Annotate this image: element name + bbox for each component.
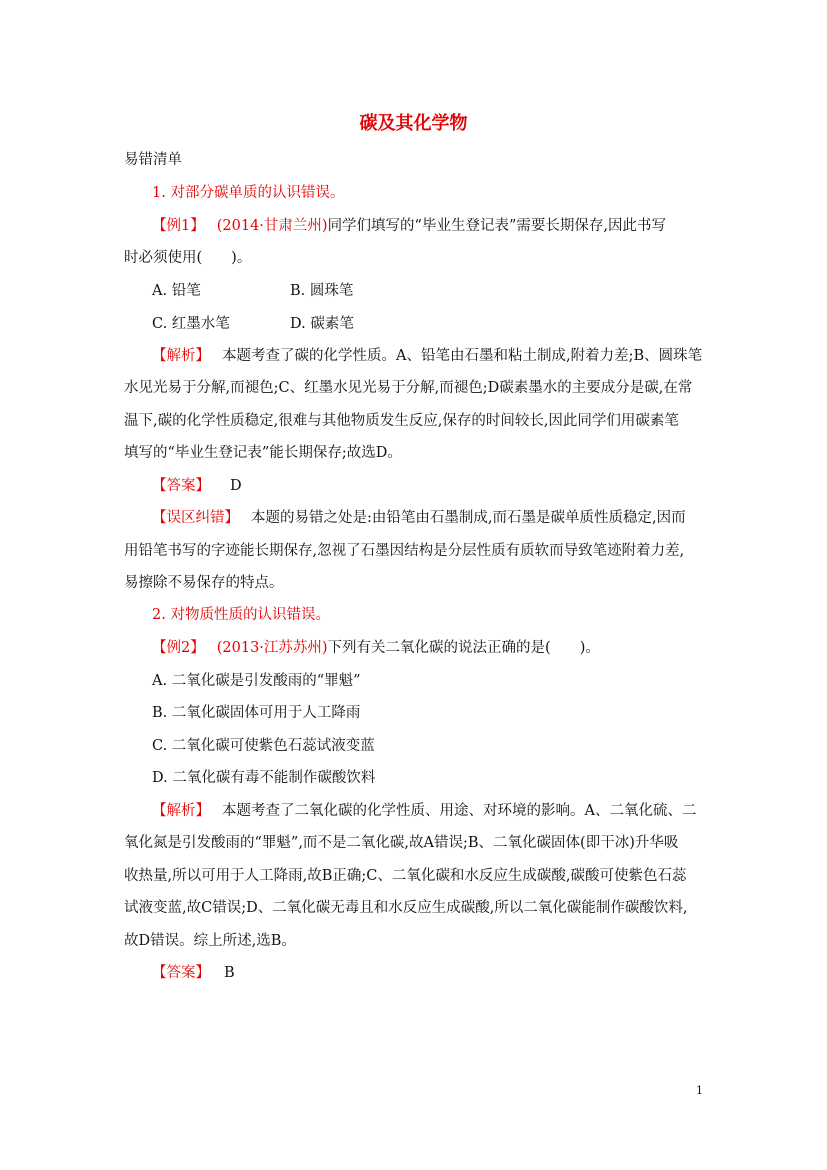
example-2-source: (2013·江苏苏州): [216, 640, 328, 656]
section-heading: 易错清单: [124, 152, 182, 168]
example-2-analysis-line-4: 试液变蓝,故C错误;D、二氧化碳无毒且和水反应生成碳酸,所以二氧化碳能制作碳酸饮料,: [124, 900, 688, 916]
example-2-analysis-line-5: 故D错误。综上所述,选B。: [124, 933, 296, 949]
example-2-option-a: A. 二氧化碳是引发酸雨的“罪魁”: [152, 673, 361, 689]
example-1-analysis-text-1: 本题考查了碳的化学性质。A、铅笔由石墨和粘土制成,附着力差;B、圆珠笔: [222, 348, 703, 364]
example-2-option-d: D. 二氧化碳有毒不能制作碳酸饮料: [152, 770, 376, 786]
example-2-tag: 【例2】: [152, 640, 205, 656]
page-number: 1: [696, 1084, 703, 1097]
topic-heading-2: 2. 对物质性质的认识错误。: [152, 607, 330, 623]
example-1-correction-line-3: 易擦除不易保存的特点。: [124, 575, 284, 591]
example-1-tag: 【例1】: [152, 218, 205, 234]
example-2-option-b: B. 二氧化碳固体可用于人工降雨: [152, 705, 361, 721]
example-1-options-row-2: [152, 314, 732, 334]
example-1-analysis-line-4: 填写的“毕业生登记表”能长期保存;故选D。: [124, 445, 402, 461]
example-1-correction-line-1: [152, 508, 732, 528]
example-1-option-b: B. 圆珠笔: [290, 283, 354, 299]
example-1-question-text-1: 同学们填写的“毕业生登记表”需要长期保存,因此书写: [327, 218, 666, 234]
example-1-question-line-2: 时必须使用( )。: [124, 250, 252, 266]
example-1-analysis-tag: 【解析】: [152, 348, 210, 364]
example-1-correction-text-1: 本题的易错之处是:由铅笔由石墨制成,而石墨是碳单质性质稳定,因而: [251, 510, 686, 526]
example-1-analysis-line-3: 温下,碳的化学性质稳定,很难与其他物质发生反应,保存的时间较长,因此同学们用碳素笔: [124, 413, 679, 429]
example-1-analysis-line-1: [152, 346, 732, 366]
topic-heading-1: 1. 对部分碳单质的认识错误。: [152, 185, 345, 201]
example-2-question-text-1: 下列有关二氧化碳的说法正确的是( )。: [327, 640, 600, 656]
example-1-correction-tag: 【误区纠错】: [152, 510, 239, 526]
example-1-option-a: A. 铅笔: [152, 283, 201, 299]
example-1-question-line-1: [152, 216, 732, 236]
example-2-analysis-text-1: 本题考查了二氧化碳的化学性质、用途、对环境的影响。A、二氧化硫、二: [222, 803, 697, 819]
example-2-analysis-tag: 【解析】: [152, 803, 210, 819]
example-1-correction-line-2: 用铅笔书写的字迹能长期保存,忽视了石墨因结构是分层性质有质软而导致笔迹附着力差,: [124, 543, 685, 559]
page-title: 碳及其化学物: [359, 113, 468, 134]
example-1-answer-line: [152, 476, 732, 496]
example-2-answer-tag: 【答案】: [152, 965, 210, 981]
example-1-option-c: C. 红墨水笔: [152, 316, 230, 332]
example-1-analysis-line-2: 水见光易于分解,而褪色;C、红墨水见光易于分解,而褪色;D碳素墨水的主要成分是碳,在常: [124, 380, 693, 396]
example-1-answer: D: [230, 478, 242, 494]
example-2-question-line-1: [152, 638, 732, 658]
example-1-answer-tag: 【答案】: [152, 478, 210, 494]
example-2-analysis-line-1: [152, 801, 732, 821]
example-2-option-c: C. 二氧化碳可使紫色石蕊试液变蓝: [152, 738, 375, 754]
example-2-analysis-line-2: 氧化氮是引发酸雨的“罪魁”,而不是二氧化碳,故A错误;B、二氧化碳固体(即干冰)升华吸: [124, 835, 679, 851]
example-2-answer: B: [224, 965, 235, 981]
example-1-source: (2014·甘肃兰州): [216, 218, 328, 234]
example-2-analysis-line-3: 收热量,所以可用于人工降雨,故B正确;C、二氧化碳和水反应生成碳酸,碳酸可使紫色石蕊: [124, 868, 687, 884]
example-1-option-d: D. 碳素笔: [290, 316, 354, 332]
example-2-answer-line: [152, 963, 732, 983]
example-1-options-row-1: [152, 281, 732, 301]
